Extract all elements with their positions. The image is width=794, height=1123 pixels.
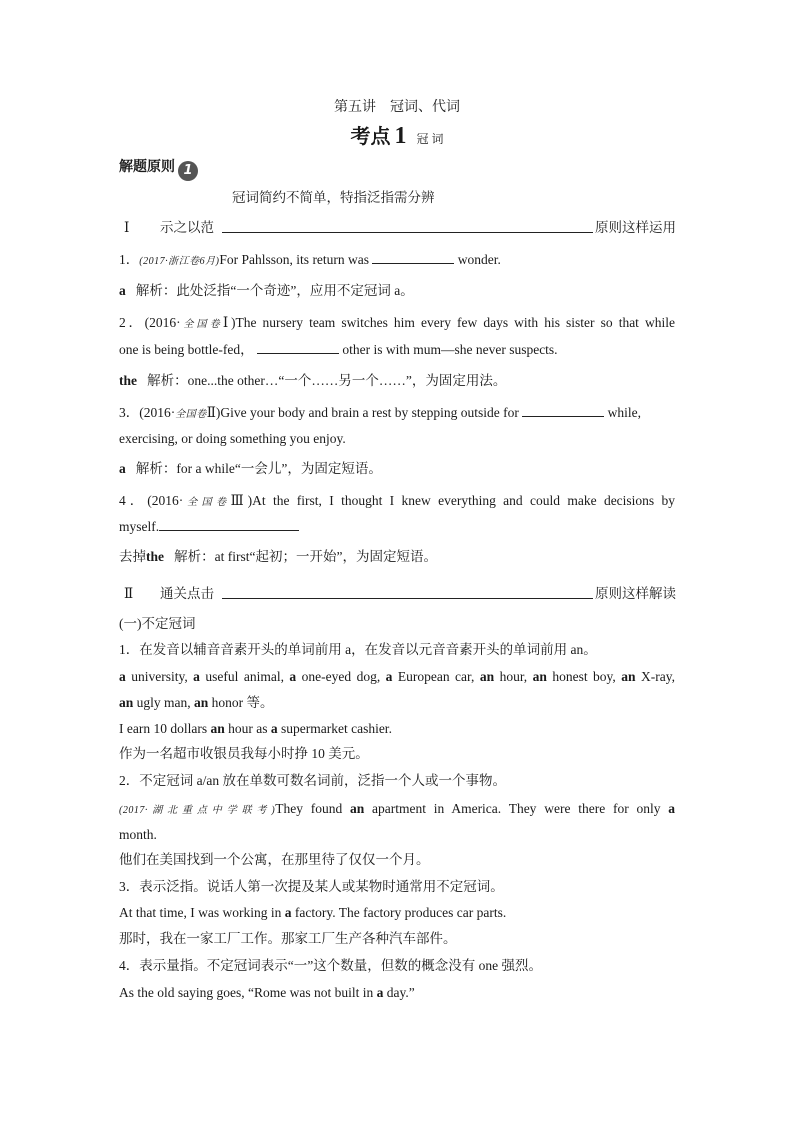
answer-prefix: 去掉 [119,549,146,564]
question-text: one is being bottle-fed， [119,342,254,357]
text-run: day.” [383,985,415,1000]
question-3-line-2 [119,430,675,448]
question-source: 全国卷 [183,497,231,508]
question-text: other is with mum—she never suspects. [342,342,558,357]
question-number: 3． [119,405,140,420]
text-run: X-ray, [635,669,675,684]
question-number: 1． [119,252,140,267]
question-source: Ⅱ) [206,405,221,420]
kaodian-label: 考点 [350,124,391,148]
example-text [275,801,675,816]
text-run: supermarket cashier. [277,721,392,736]
article-highlight: a [193,669,200,684]
rule-3: 3．表示泛指。说话人第一次提及某人或某物时通常用不定冠词。 [119,879,504,894]
text-run: hour as [224,721,271,736]
article-highlight: a [270,721,278,736]
question-text: exercising, or doing something you enjoy. [119,431,346,446]
kaodian-number: 1 [394,123,407,149]
question-text: myself. [119,519,160,534]
example-2-line-2: month. [119,827,157,842]
rule-2: 2．不定冠词 a/an 放在单数可数名词前，泛指一个人或一个事物。 [119,773,506,788]
answer-1 [119,282,675,300]
question-4 [119,492,675,512]
example-1-chinese: 作为一名超市收银员我每小时挣 10 美元。 [119,746,369,761]
question-text: The nursery team switches him every few days with his sister so that while [235,315,675,330]
text-run: I earn 10 dollars [119,721,211,736]
question-4-line-2 [119,518,675,536]
kaodian-topic: 冠 词 [416,132,444,146]
article-highlight: an [532,669,547,684]
question-text: while, [607,405,641,420]
question-2 [119,314,675,334]
answer-blank [372,251,454,264]
text-run: university, [125,669,194,684]
answer-blank [522,404,604,417]
question-3 [119,404,675,424]
section-2-right-label: 原则这样解读 [595,586,676,601]
answer-key: a [119,461,126,476]
text-run: European car, [392,669,480,684]
example-3-chinese: 那时，我在一家工厂工作。那家工厂生产各种汽车部件。 [119,931,457,946]
section-1-label: 示之以范 [160,220,214,235]
principle-motto: 冠词简约不简单，特指泛指需分辨 [232,190,435,205]
question-source: (2016· [139,405,176,420]
answer-blank [257,341,339,354]
example-1-english [119,720,675,738]
text-run: apartment in America. They were there for only [364,801,669,816]
question-source: (2016· [144,315,181,330]
text-run: They found [275,801,351,816]
article-highlight: an [119,695,134,710]
part-heading: (一)不定冠词 [119,616,196,631]
analysis-text: 解析：for a while“一会儿”，为固定短语。 [135,461,382,476]
section-1-right-label: 原则这样运用 [595,220,676,235]
section-2-header [124,582,676,602]
analysis-text: 解析：此处泛指“一个奇迹”，应用不定冠词 a。 [135,283,414,298]
question-text: At the first, I thought I knew everything and could make decisions by [252,493,676,508]
question-1 [119,251,675,271]
question-number: 4． [119,493,148,508]
principle-label: 解题原则 [119,159,175,175]
article-highlight: an [210,721,225,736]
question-source: (2017·浙江卷6月) [139,256,220,267]
section-1-rule [222,232,593,233]
text-run: one-eyed dog, [296,669,386,684]
question-text: Give your body and brain a rest by stepping outside for [220,405,519,420]
analysis-text: 解析：one...the other…“一个……另一个……”，为固定用法。 [147,373,507,388]
question-text: For Pahlsson, its return was [219,252,370,267]
question-number: 2． [119,315,145,330]
example-2-chinese: 他们在美国找到一个公寓，在那里待了仅仅一个月。 [119,852,430,867]
section-2-numeral: Ⅱ [124,586,134,601]
question-source: Ⅰ) [222,315,236,330]
question-source: 全国卷 [180,319,223,330]
answer-key: the [146,549,164,564]
section-2-label: 通关点击 [160,586,214,601]
article-highlight: a [289,669,297,684]
question-source: (2016· [147,493,184,508]
answer-4 [119,548,675,566]
answer-blank [159,518,299,531]
section-2-rule [222,598,593,599]
question-text: wonder. [457,252,501,267]
article-highlight: a [385,669,393,684]
article-highlight: a [668,801,675,816]
article-highlight: an [479,669,495,684]
answer-3 [119,460,675,478]
text-run: As the old saying goes, “Rome was not built in [119,985,377,1000]
example-1-line-2 [119,694,675,712]
lecture-title: 第五讲 冠词、代词 [334,100,460,115]
rule-4: 4．表示量指。不定冠词表示“一”这个数量，但数的概念没有 one 强烈。 [119,958,542,973]
section-1-numeral: Ⅰ [124,220,130,235]
section-1-header [124,216,676,236]
article-highlight: a [284,905,292,920]
text-run: useful animal, [199,669,290,684]
answer-key: the [119,373,137,388]
example-3-english [119,904,675,922]
example-1-line-1 [119,668,675,686]
text-run: ugly man, [133,695,195,710]
example-4-english [119,984,675,1002]
principle-badge: 1 [178,161,198,181]
article-highlight: an [350,801,365,816]
article-highlight: a [376,985,384,1000]
question-2-line-2 [119,341,675,359]
text-run: factory. The factory produces car parts. [291,905,507,920]
article-highlight: a [119,669,126,684]
article-highlight: an [621,669,636,684]
rule-1: 1．在发音以辅音音素开头的单词前用 a，在发音以元音音素开头的单词前用 an。 [119,642,597,657]
article-highlight: an [194,695,209,710]
answer-key: a [119,283,126,298]
analysis-text: 解析：at first“起初；一开始”，为固定短语。 [174,549,437,564]
text-run: honest boy, [546,669,622,684]
text-run: At that time, I was working in [119,905,285,920]
principle-heading [119,156,198,181]
text-run: honor 等。 [208,695,274,710]
example-source: (2017·湖北重点中学联考) [119,805,276,816]
question-source: 全国卷 [175,409,207,420]
example-2-line-1 [119,800,675,820]
answer-2 [119,372,675,390]
question-source: Ⅲ) [230,493,253,508]
kaodian-heading [0,120,794,150]
text-run: hour, [494,669,533,684]
